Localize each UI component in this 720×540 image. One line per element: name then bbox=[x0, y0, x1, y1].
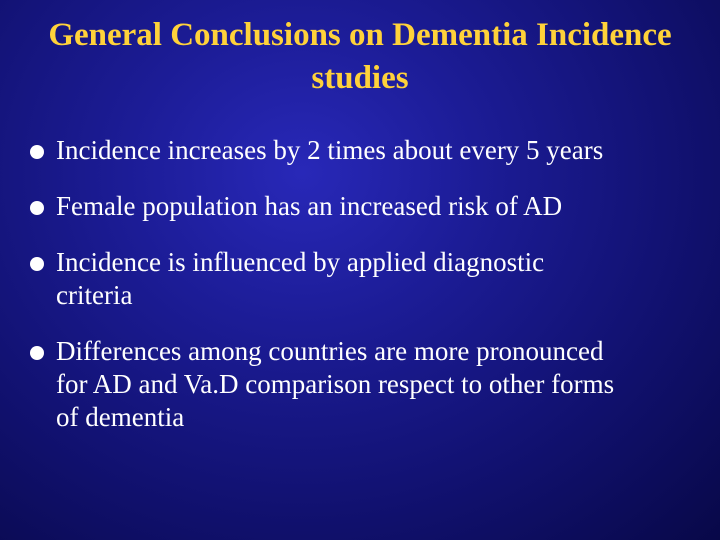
bullet-text-line: of dementia bbox=[56, 402, 185, 432]
bullet-item bbox=[30, 246, 720, 312]
bullet-text-line: Female population has an increased risk of AD bbox=[56, 191, 563, 221]
bullet-text-line: criteria bbox=[56, 280, 133, 310]
bullet-item bbox=[30, 134, 720, 167]
bullet-text-line: for AD and Va.D comparison respect to other forms bbox=[56, 369, 615, 399]
bullet-list bbox=[30, 134, 720, 457]
bullet-dot-icon bbox=[30, 201, 44, 215]
bullet-item bbox=[30, 335, 720, 434]
slide-title-line: General Conclusions on Dementia Incidence bbox=[48, 17, 672, 53]
slide-title bbox=[0, 14, 720, 100]
bullet-item bbox=[30, 190, 720, 223]
bullet-text-line: Differences among countries are more pronounced bbox=[56, 336, 604, 366]
bullet-dot-icon bbox=[30, 257, 44, 271]
bullet-text-line: Incidence increases by 2 times about every 5 years bbox=[56, 135, 604, 165]
bullet-text-line: Incidence is influenced by applied diagnostic bbox=[56, 247, 545, 277]
bullet-dot-icon bbox=[30, 145, 44, 159]
slide-title-line: studies bbox=[311, 60, 409, 96]
bullet-dot-icon bbox=[30, 346, 44, 360]
